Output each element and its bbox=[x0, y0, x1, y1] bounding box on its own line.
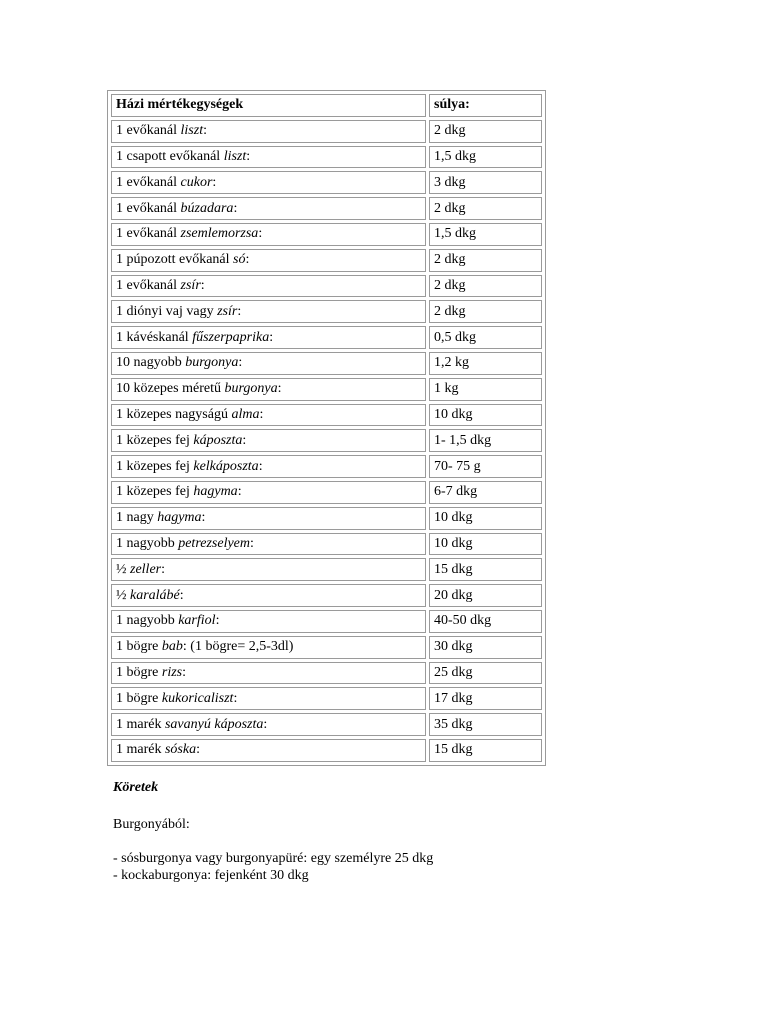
measures-table bbox=[107, 90, 546, 766]
measure-suffix: : bbox=[161, 561, 165, 577]
table-row bbox=[111, 197, 542, 220]
weight-cell: 10 dkg bbox=[429, 404, 542, 427]
measure-suffix: : (1 bögre= 2,5-3dl) bbox=[182, 639, 294, 655]
weight-cell: 3 dkg bbox=[429, 171, 542, 194]
measure-cell bbox=[111, 636, 426, 659]
measure-quantity: 1 bögre bbox=[116, 690, 162, 706]
table-row bbox=[111, 352, 542, 375]
table-row bbox=[111, 249, 542, 272]
list-item: - kockaburgonya: fejenként 30 dkg bbox=[113, 868, 309, 883]
weight-cell: 1,5 dkg bbox=[429, 146, 542, 169]
measure-suffix: : bbox=[238, 355, 243, 371]
table-row bbox=[111, 610, 542, 633]
ingredient-name: petrezselyem bbox=[178, 535, 251, 551]
ingredient-name: cukor bbox=[180, 174, 213, 190]
measure-cell bbox=[111, 481, 426, 504]
measure-cell bbox=[111, 455, 426, 478]
weight-cell: 2 dkg bbox=[429, 197, 542, 220]
measure-quantity: 1 evőkanál bbox=[116, 277, 181, 293]
measure-cell bbox=[111, 610, 426, 633]
table-row bbox=[111, 713, 542, 736]
table-row bbox=[111, 558, 542, 581]
table-row bbox=[111, 481, 542, 504]
measure-cell bbox=[111, 507, 426, 530]
ingredient-name: zsír bbox=[217, 303, 238, 319]
measure-suffix: : bbox=[258, 458, 263, 474]
table-row bbox=[111, 662, 542, 685]
table-row bbox=[111, 326, 542, 349]
measure-cell bbox=[111, 352, 426, 375]
measure-quantity: 1 diónyi vaj vagy bbox=[116, 303, 218, 319]
measure-cell bbox=[111, 249, 426, 272]
table-row bbox=[111, 146, 542, 169]
weight-cell: 6-7 dkg bbox=[429, 481, 542, 504]
table-body bbox=[111, 120, 542, 762]
weight-cell: 20 dkg bbox=[429, 584, 542, 607]
weight-cell: 1,5 dkg bbox=[429, 223, 542, 246]
measure-cell bbox=[111, 558, 426, 581]
ingredient-name: kelkáposzta bbox=[193, 458, 259, 474]
ingredient-name: zeller bbox=[130, 561, 162, 577]
measure-quantity: 1 közepes nagyságú bbox=[116, 406, 232, 422]
ingredient-name: liszt bbox=[180, 123, 204, 139]
measure-suffix: : bbox=[269, 329, 274, 345]
measure-suffix: : bbox=[212, 174, 217, 190]
weight-cell: 0,5 dkg bbox=[429, 326, 542, 349]
measure-cell bbox=[111, 378, 426, 401]
measure-quantity: 1 evőkanál bbox=[116, 174, 181, 190]
table-row bbox=[111, 404, 542, 427]
measure-cell bbox=[111, 662, 426, 685]
weight-cell: 2 dkg bbox=[429, 120, 542, 143]
measure-suffix: : bbox=[259, 406, 264, 422]
ingredient-name: burgonya bbox=[185, 355, 239, 371]
ingredient-name: savanyú káposzta bbox=[164, 716, 264, 732]
measure-suffix: : bbox=[203, 123, 207, 139]
measure-quantity: 1 púpozott evőkanál bbox=[116, 252, 234, 268]
measure-cell bbox=[111, 197, 426, 220]
table-row bbox=[111, 429, 542, 452]
ingredient-name: rizs bbox=[161, 664, 183, 680]
bullet-list bbox=[113, 850, 433, 884]
measure-suffix: : bbox=[246, 148, 251, 164]
measure-cell bbox=[111, 223, 426, 246]
measure-cell bbox=[111, 171, 426, 194]
weight-cell: 70- 75 g bbox=[429, 455, 542, 478]
measure-cell bbox=[111, 713, 426, 736]
measure-suffix: : bbox=[245, 252, 250, 268]
ingredient-name: liszt bbox=[223, 148, 247, 164]
measure-cell bbox=[111, 404, 426, 427]
measure-quantity: ½ bbox=[116, 561, 130, 577]
measure-cell bbox=[111, 275, 426, 298]
measure-cell bbox=[111, 326, 426, 349]
measure-suffix: : bbox=[237, 303, 242, 319]
measure-quantity: 1 marék bbox=[116, 742, 165, 758]
ingredient-name: káposzta bbox=[193, 432, 243, 448]
measure-cell bbox=[111, 300, 426, 323]
measure-suffix: : bbox=[215, 613, 220, 629]
measure-quantity: 1 kávéskanál bbox=[116, 329, 193, 345]
weight-cell: 1- 1,5 dkg bbox=[429, 429, 542, 452]
measure-quantity: 1 csapott evőkanál bbox=[116, 148, 224, 164]
measure-cell bbox=[111, 739, 426, 762]
measure-quantity: 1 marék bbox=[116, 716, 165, 732]
measure-quantity: 1 evőkanál bbox=[116, 200, 181, 216]
weight-cell: 10 dkg bbox=[429, 533, 542, 556]
measure-suffix: : bbox=[179, 587, 184, 603]
weight-cell: 35 dkg bbox=[429, 713, 542, 736]
ingredient-name: burgonya bbox=[224, 381, 278, 397]
table-row bbox=[111, 739, 542, 762]
ingredient-name: karalábé bbox=[130, 587, 180, 603]
table-row bbox=[111, 300, 542, 323]
header-weight: súlya: bbox=[429, 94, 542, 117]
weight-cell: 2 dkg bbox=[429, 275, 542, 298]
table-row bbox=[111, 275, 542, 298]
table-row bbox=[111, 636, 542, 659]
measure-suffix: : bbox=[201, 510, 206, 526]
weight-cell: 1 kg bbox=[429, 378, 542, 401]
table-row bbox=[111, 378, 542, 401]
measure-cell bbox=[111, 146, 426, 169]
list-item: - sósburgonya vagy burgonyapüré: egy személyre 25 dkg bbox=[113, 851, 434, 866]
ingredient-name: hagyma bbox=[193, 484, 238, 500]
measure-suffix: : bbox=[182, 664, 187, 680]
ingredient-name: hagyma bbox=[157, 510, 202, 526]
weight-cell: 1,2 kg bbox=[429, 352, 542, 375]
ingredient-name: fűszerpaprika bbox=[192, 329, 270, 345]
section-title: Köretek bbox=[113, 780, 159, 795]
ingredient-name: bab bbox=[161, 639, 183, 655]
measure-suffix: : bbox=[233, 200, 238, 216]
table-header-row bbox=[111, 94, 542, 117]
table-row bbox=[111, 533, 542, 556]
measure-quantity: 1 evőkanál bbox=[116, 226, 181, 242]
measure-quantity: 1 bögre bbox=[116, 664, 162, 680]
measure-cell bbox=[111, 687, 426, 710]
measure-quantity: 1 bögre bbox=[116, 639, 162, 655]
weight-cell: 30 dkg bbox=[429, 636, 542, 659]
measure-suffix: : bbox=[277, 381, 282, 397]
measure-suffix: : bbox=[263, 716, 268, 732]
measure-quantity: 1 evőkanál bbox=[116, 123, 181, 139]
measure-quantity: ½ bbox=[116, 587, 130, 603]
header-unit: Házi mértékegységek bbox=[111, 94, 426, 117]
weight-cell: 2 dkg bbox=[429, 300, 542, 323]
measure-suffix: : bbox=[200, 277, 205, 293]
table-row bbox=[111, 223, 542, 246]
ingredient-name: kukoricaliszt bbox=[161, 690, 234, 706]
table-row bbox=[111, 455, 542, 478]
table-row bbox=[111, 687, 542, 710]
ingredient-name: sóska bbox=[164, 742, 197, 758]
table-row bbox=[111, 584, 542, 607]
table-row bbox=[111, 171, 542, 194]
weight-cell: 2 dkg bbox=[429, 249, 542, 272]
measure-quantity: 1 közepes fej bbox=[116, 458, 194, 474]
measure-suffix: : bbox=[233, 690, 238, 706]
measure-quantity: 1 nagy bbox=[116, 510, 158, 526]
measure-quantity: 10 közepes méretű bbox=[116, 381, 225, 397]
measure-quantity: 10 nagyobb bbox=[116, 355, 186, 371]
ingredient-name: búzadara bbox=[180, 200, 234, 216]
measure-suffix: : bbox=[237, 484, 242, 500]
measure-suffix: : bbox=[196, 742, 200, 758]
measure-quantity: 1 nagyobb bbox=[116, 613, 179, 629]
measure-quantity: 1 közepes fej bbox=[116, 484, 194, 500]
weight-cell: 10 dkg bbox=[429, 507, 542, 530]
table-row bbox=[111, 120, 542, 143]
weight-cell: 15 dkg bbox=[429, 739, 542, 762]
measure-quantity: 1 nagyobb bbox=[116, 535, 179, 551]
measure-cell bbox=[111, 429, 426, 452]
ingredient-name: alma bbox=[231, 406, 260, 422]
section-subtitle: Burgonyából: bbox=[113, 817, 190, 832]
measure-cell bbox=[111, 533, 426, 556]
measure-cell bbox=[111, 120, 426, 143]
ingredient-name: zsemlemorzsa bbox=[180, 226, 259, 242]
ingredient-name: zsír bbox=[180, 277, 201, 293]
measure-cell bbox=[111, 584, 426, 607]
weight-cell: 17 dkg bbox=[429, 687, 542, 710]
measure-quantity: 1 közepes fej bbox=[116, 432, 194, 448]
weight-cell: 25 dkg bbox=[429, 662, 542, 685]
table-row bbox=[111, 507, 542, 530]
measure-suffix: : bbox=[250, 535, 254, 551]
measure-suffix: : bbox=[242, 432, 247, 448]
weight-cell: 40-50 dkg bbox=[429, 610, 542, 633]
ingredient-name: karfiol bbox=[178, 613, 216, 629]
weight-cell: 15 dkg bbox=[429, 558, 542, 581]
ingredient-name: só bbox=[233, 252, 246, 268]
measure-suffix: : bbox=[258, 226, 263, 242]
